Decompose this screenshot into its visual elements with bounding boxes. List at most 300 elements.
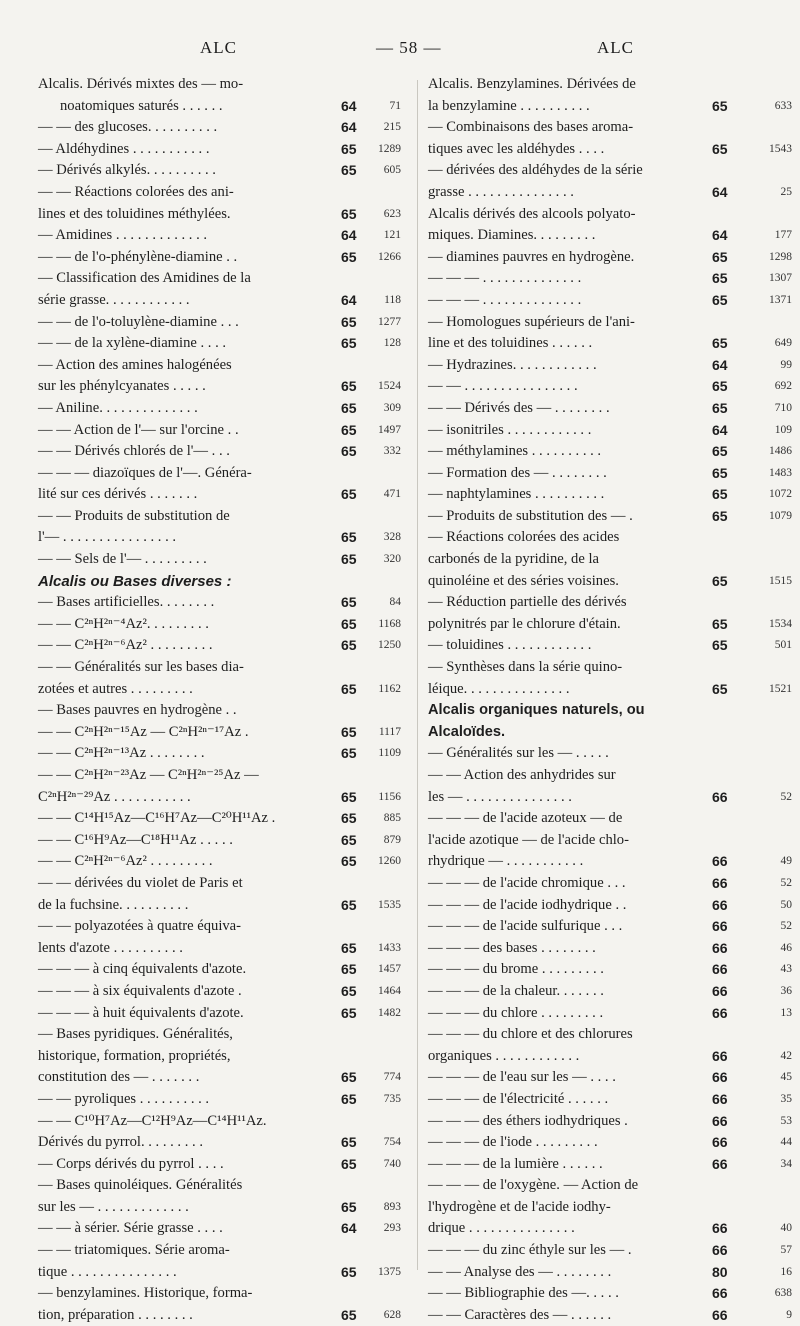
index-entry	[428, 981, 796, 1003]
entry-text: — — — diazoïques de l'—. Généra-	[38, 464, 252, 481]
entry-volume: 65	[341, 961, 357, 978]
entry-volume: 66	[712, 1134, 728, 1151]
entry-page: 118	[384, 293, 401, 306]
entry-text: — — C¹⁶H⁹Az—C¹⁸H¹¹Az . . . . .	[38, 831, 233, 848]
page-number: — 58 —	[376, 38, 442, 57]
entry-page: 49	[780, 855, 792, 868]
index-entry	[428, 895, 796, 917]
entry-page: 332	[383, 445, 401, 458]
index-entry	[428, 1089, 796, 1111]
entry-volume: 64	[712, 421, 728, 438]
entry-volume: 65	[712, 291, 728, 308]
index-entry	[38, 981, 405, 1003]
entry-text: Alcaloïdes.	[428, 723, 506, 740]
entry-text: de la fuchsine. . . . . . . . . .	[38, 896, 189, 913]
index-entry	[38, 787, 405, 809]
entry-volume: 65	[341, 637, 357, 654]
index-entry	[38, 1305, 405, 1326]
index-entry	[38, 1046, 405, 1068]
index-entry	[38, 1067, 405, 1089]
entry-volume: 65	[712, 335, 728, 352]
entry-text: polynitrés par le chlorure d'étain.	[428, 615, 621, 632]
index-entry	[428, 787, 796, 809]
entry-volume: 66	[712, 961, 728, 978]
entry-volume: 66	[712, 1285, 728, 1302]
entry-volume: 65	[712, 486, 728, 503]
entry-text: — — Sels de l'— . . . . . . . . .	[38, 551, 207, 568]
entry-text: Alcalis ou Bases diverses :	[38, 572, 232, 590]
entry-volume: 64	[341, 291, 357, 308]
index-entry	[428, 441, 796, 463]
index-entry	[38, 247, 405, 269]
index-entry	[428, 1283, 796, 1305]
entry-text: — Généralités sur les — . . . . .	[428, 745, 609, 762]
index-entry	[38, 916, 405, 938]
entry-page: 84	[389, 596, 401, 609]
entry-page: 52	[780, 920, 792, 933]
entry-text: — — de la xylène-diamine . . . .	[38, 335, 227, 352]
entry-volume: 65	[341, 551, 357, 568]
entry-text: — — Dérivés des — . . . . . . . .	[428, 399, 610, 416]
index-entry	[38, 614, 405, 636]
entry-page: 177	[774, 229, 792, 242]
entry-text: l'— . . . . . . . . . . . . . . . .	[38, 529, 177, 546]
entry-volume: 66	[712, 1155, 728, 1172]
entry-volume: 65	[712, 97, 728, 114]
entry-page: 1162	[378, 682, 401, 695]
entry-text: — Aniline. . . . . . . . . . . . . .	[38, 399, 198, 416]
entry-text: — Synthèses dans la série quino-	[428, 659, 623, 676]
entry-text: — Dérivés alkylés. . . . . . . . . .	[38, 162, 216, 179]
entry-page: 879	[383, 833, 401, 846]
index-entry	[428, 830, 796, 852]
entry-volume: 65	[341, 443, 357, 460]
entry-volume: 65	[341, 1090, 357, 1107]
entry-page: 1543	[769, 142, 792, 155]
entry-volume: 65	[341, 378, 357, 395]
entry-text: — — Analyse des — . . . . . . . .	[428, 1263, 612, 1280]
entry-text: — méthylamines . . . . . . . . . .	[428, 443, 602, 460]
entry-text: — — — de la chaleur. . . . . . .	[428, 982, 604, 999]
entry-text: — — — de l'oxygène. — Action de	[428, 1177, 639, 1194]
index-entry	[38, 96, 405, 118]
entry-volume: 66	[712, 874, 728, 891]
entry-text: — — des glucoses. . . . . . . . . .	[38, 119, 218, 136]
index-entry	[38, 722, 405, 744]
entry-volume: 64	[341, 1220, 357, 1237]
index-entry	[38, 657, 405, 679]
index-entry	[428, 1305, 796, 1326]
entry-page: 1433	[378, 941, 401, 954]
index-entry	[38, 1197, 405, 1219]
entry-text: les — . . . . . . . . . . . . . . .	[428, 788, 572, 805]
entry-text: — — — . . . . . . . . . . . . . .	[428, 291, 582, 308]
index-entry	[428, 635, 796, 657]
entry-page: 885	[383, 812, 401, 825]
entry-volume: 65	[341, 1306, 357, 1323]
entry-text: — Hydrazines. . . . . . . . . . . .	[428, 356, 597, 373]
index-entry	[38, 700, 405, 722]
index-entry	[38, 1132, 405, 1154]
index-entry	[38, 1003, 405, 1025]
index-entry	[428, 851, 796, 873]
entry-text: — — — . . . . . . . . . . . . . .	[428, 270, 582, 287]
entry-page: 215	[383, 121, 401, 134]
entry-text: Dérivés du pyrrol. . . . . . . . .	[38, 1134, 203, 1151]
entry-page: 1266	[378, 250, 401, 263]
entry-text: Alcalis dérivés des alcools polyato-	[428, 205, 636, 222]
entry-text: — — dérivées du violet de Paris et	[38, 874, 243, 891]
entry-volume: 66	[712, 1047, 728, 1064]
entry-volume: 66	[712, 788, 728, 805]
entry-volume: 65	[341, 162, 357, 179]
index-entry	[38, 1154, 405, 1176]
entry-page: 605	[383, 164, 401, 177]
entry-volume: 65	[712, 140, 728, 157]
index-entry	[38, 895, 405, 917]
entry-volume: 65	[341, 421, 357, 438]
entry-volume: 65	[712, 572, 728, 589]
entry-volume: 65	[341, 1198, 357, 1215]
entry-volume: 66	[712, 1069, 728, 1086]
entry-page: 40	[780, 1222, 792, 1235]
entry-volume: 65	[341, 313, 357, 330]
entry-text: tique . . . . . . . . . . . . . . .	[38, 1263, 177, 1280]
entry-text: — — — de l'acide azoteux — de	[428, 810, 623, 827]
entry-text: — — — à six équivalents d'azote .	[38, 982, 242, 999]
entry-page: 774	[383, 1071, 401, 1084]
entry-text: tiques avec les aldéhydes . . . .	[428, 140, 605, 157]
entry-text: l'acide azotique — de l'acide chlo-	[428, 831, 629, 848]
entry-volume: 65	[341, 853, 357, 870]
index-entry	[428, 182, 796, 204]
entry-text: — Bases pyridiques. Généralités,	[38, 1026, 233, 1043]
entry-volume: 66	[712, 1090, 728, 1107]
entry-text: — — — de l'iode . . . . . . . . .	[428, 1134, 598, 1151]
entry-text: — toluidines . . . . . . . . . . . .	[428, 637, 592, 654]
entry-volume: 66	[712, 982, 728, 999]
index-entry	[428, 1154, 796, 1176]
index-entry	[38, 1218, 405, 1240]
index-entry	[38, 765, 405, 787]
entry-page: 13	[780, 1006, 792, 1019]
entry-volume: 66	[712, 1220, 728, 1237]
index-entry	[428, 527, 796, 549]
entry-page: 99	[780, 358, 792, 371]
entry-page: 1109	[378, 747, 401, 760]
entry-page: 50	[780, 898, 792, 911]
entry-volume: 65	[341, 939, 357, 956]
entry-text: tion, préparation . . . . . . . .	[38, 1306, 193, 1323]
entry-text: lité sur ces dérivés . . . . . . .	[38, 486, 198, 503]
index-entry	[38, 139, 405, 161]
index-entry	[38, 1111, 405, 1133]
entry-text: — — C²ⁿH²ⁿ⁻⁴Az². . . . . . . . .	[38, 615, 209, 632]
entry-text: — — Généralités sur les bases dia-	[38, 659, 244, 676]
index-entry	[428, 117, 796, 139]
entry-volume: 65	[341, 1004, 357, 1021]
entry-page: 638	[774, 1287, 792, 1300]
entry-page: 25	[780, 185, 792, 198]
index-entry	[428, 938, 796, 960]
entry-text: — dérivées des aldéhydes de la série	[428, 162, 643, 179]
entry-text: miques. Diamines. . . . . . . . .	[428, 227, 596, 244]
index-entry	[38, 312, 405, 334]
entry-volume: 65	[341, 615, 357, 632]
entry-text: — — pyroliques . . . . . . . . . .	[38, 1090, 210, 1107]
entry-volume: 65	[712, 248, 728, 265]
entry-text: line et des toluidines . . . . . .	[428, 335, 593, 352]
entry-volume: 66	[712, 1004, 728, 1021]
header-right-keyword: ALC	[597, 38, 634, 57]
entry-volume: 65	[341, 1134, 357, 1151]
index-entry	[38, 830, 405, 852]
entry-text: — — Action de l'— sur l'orcine . .	[38, 421, 239, 438]
entry-text: Alcalis. Benzylamines. Dérivées de	[428, 76, 636, 92]
index-entry	[38, 420, 405, 442]
entry-volume: 65	[341, 745, 357, 762]
header-left-keyword: ALC	[200, 38, 237, 57]
index-entry	[38, 160, 405, 182]
entry-page: 628	[383, 1308, 401, 1321]
index-entry	[38, 376, 405, 398]
entry-volume: 65	[341, 529, 357, 546]
entry-text: — Bases pauvres en hydrogène . .	[38, 702, 237, 719]
index-entry	[38, 182, 405, 204]
entry-volume: 65	[712, 507, 728, 524]
index-entry	[428, 592, 796, 614]
entry-page: 52	[780, 790, 792, 803]
entry-page: 1524	[378, 380, 401, 393]
index-entry	[428, 420, 796, 442]
entry-page: 328	[383, 531, 401, 544]
entry-volume: 66	[712, 1306, 728, 1323]
entry-text: lines et des toluidines méthylées.	[38, 205, 231, 222]
entry-text: constitution des — . . . . . . .	[38, 1069, 200, 1086]
entry-page: 1298	[769, 250, 792, 263]
index-entry	[38, 571, 405, 593]
entry-text: historique, formation, propriétés,	[38, 1047, 231, 1064]
index-entry	[38, 74, 405, 96]
entry-text: C²ⁿH²ⁿ⁻²⁹Az . . . . . . . . . . .	[38, 788, 191, 805]
entry-text: lents d'azote . . . . . . . . . .	[38, 939, 183, 956]
entry-text: — — Dérivés chlorés de l'— . . .	[38, 443, 230, 460]
entry-text: noatomiques saturés . . . . . .	[60, 97, 223, 114]
index-entry	[428, 1262, 796, 1284]
entry-text: — Amidines . . . . . . . . . . . . .	[38, 227, 208, 244]
entry-text: l'hydrogène et de l'acide iodhy-	[428, 1198, 611, 1215]
entry-text: — — C²ⁿH²ⁿ⁻¹⁵Az — C²ⁿH²ⁿ⁻¹⁷Az .	[38, 723, 249, 740]
entry-page: 128	[383, 337, 401, 350]
entry-page: 46	[780, 941, 792, 954]
left-column	[38, 74, 405, 1326]
entry-page: 293	[383, 1222, 401, 1235]
entry-page: 1497	[378, 423, 401, 436]
index-entry	[38, 549, 405, 571]
index-entry	[428, 1175, 796, 1197]
index-entry	[38, 225, 405, 247]
entry-text: — — — de l'électricité . . . . . .	[428, 1090, 609, 1107]
entry-page: 1156	[378, 790, 401, 803]
entry-page: 34	[780, 1157, 792, 1170]
index-entry	[428, 290, 796, 312]
entry-volume: 65	[341, 1263, 357, 1280]
index-entry	[428, 1067, 796, 1089]
entry-page: 740	[383, 1157, 401, 1170]
entry-page: 1371	[769, 293, 792, 306]
entry-page: 42	[780, 1049, 792, 1062]
entry-page: 1250	[378, 639, 401, 652]
index-entry	[38, 333, 405, 355]
entry-page: 1535	[378, 898, 401, 911]
entry-text: sur les — . . . . . . . . . . . . .	[38, 1198, 189, 1215]
entry-volume: 65	[712, 399, 728, 416]
index-entry	[428, 160, 796, 182]
entry-page: 649	[774, 337, 792, 350]
entry-volume: 65	[341, 335, 357, 352]
entry-page: 471	[383, 488, 401, 501]
entry-text: — — — des bases . . . . . . . .	[428, 939, 596, 956]
index-entry	[38, 204, 405, 226]
index-entry	[428, 1024, 796, 1046]
entry-page: 1277	[378, 315, 401, 328]
index-entry	[428, 376, 796, 398]
index-entry	[428, 1218, 796, 1240]
entry-text: — — . . . . . . . . . . . . . . . .	[428, 378, 578, 395]
entry-volume: 65	[341, 896, 357, 913]
entry-text: — Formation des — . . . . . . . .	[428, 464, 607, 481]
index-entry	[428, 1046, 796, 1068]
entry-volume: 80	[712, 1263, 728, 1280]
index-entry	[38, 398, 405, 420]
entry-text: — — — du chlore . . . . . . . . .	[428, 1004, 604, 1021]
index-entry	[428, 1240, 796, 1262]
entry-volume: 65	[712, 464, 728, 481]
index-entry	[428, 506, 796, 528]
entry-page: 1260	[378, 855, 401, 868]
entry-text: — Bases quinoléiques. Généralités	[38, 1177, 243, 1194]
entry-text: léique. . . . . . . . . . . . . . .	[428, 680, 570, 697]
entry-text: — — — du chlore et des chlorures	[428, 1026, 633, 1043]
entry-page: 1464	[378, 984, 401, 997]
entry-text: — Combinaisons des bases aroma-	[428, 119, 634, 136]
entry-volume: 65	[341, 594, 357, 611]
entry-text: — — — de l'acide chromique . . .	[428, 874, 626, 891]
entry-text: — Corps dérivés du pyrrol . . . .	[38, 1155, 224, 1172]
entry-text: Alcalis organiques naturels, ou	[428, 702, 645, 719]
entry-text: — — de l'o-toluylène-diamine . . .	[38, 313, 239, 330]
index-entry	[38, 441, 405, 463]
index-entry	[38, 355, 405, 377]
index-entry	[38, 679, 405, 701]
entry-text: — — — du zinc éthyle sur les — .	[428, 1242, 632, 1259]
entry-volume: 65	[341, 248, 357, 265]
entry-text: quinoléine et des séries voisines.	[428, 572, 619, 589]
entry-volume: 64	[712, 183, 728, 200]
entry-text: — — Caractères des — . . . . . .	[428, 1306, 612, 1323]
entry-text: — — — de l'eau sur les — . . . .	[428, 1069, 616, 1086]
entry-text: — — C²ⁿH²ⁿ⁻¹³Az . . . . . . . .	[38, 745, 205, 762]
index-entry	[38, 527, 405, 549]
entry-text: — — polyazotées à quatre équiva-	[38, 918, 242, 935]
index-entry	[38, 1240, 405, 1262]
index-entry	[428, 1111, 796, 1133]
entry-text: — — C²ⁿH²ⁿ⁻⁶Az² . . . . . . . . .	[38, 637, 213, 654]
index-entry	[38, 484, 405, 506]
entry-page: 754	[383, 1136, 401, 1149]
entry-text: — — — du brome . . . . . . . . .	[428, 961, 604, 978]
entry-page: 1521	[769, 682, 792, 695]
index-entry	[428, 74, 796, 96]
entry-text: — — — des éthers iodhydriques .	[428, 1112, 628, 1129]
index-entry	[38, 1175, 405, 1197]
entry-text: — Réactions colorées des acides	[428, 529, 620, 546]
entry-volume: 65	[341, 831, 357, 848]
index-entry	[428, 765, 796, 787]
entry-page: 57	[780, 1244, 792, 1257]
entry-volume: 64	[341, 97, 357, 114]
index-entry	[38, 635, 405, 657]
entry-page: 36	[780, 984, 792, 997]
entry-page: 109	[774, 423, 792, 436]
entry-volume: 65	[341, 399, 357, 416]
entry-text: — diamines pauvres en hydrogène.	[428, 248, 635, 265]
entry-text: — — — de l'acide sulfurique . . .	[428, 918, 623, 935]
entry-volume: 65	[712, 615, 728, 632]
entry-volume: 65	[712, 270, 728, 287]
index-entry	[428, 549, 796, 571]
entry-text: — — C¹⁴H¹⁵Az—C¹⁶H⁷Az—C²⁰H¹¹Az .	[38, 810, 276, 827]
index-entry	[38, 851, 405, 873]
index-entry	[428, 959, 796, 981]
entry-page: 1534	[769, 617, 792, 630]
entry-text: — Aldéhydines . . . . . . . . . . .	[38, 140, 210, 157]
index-entry	[428, 463, 796, 485]
index-entry	[428, 268, 796, 290]
entry-text: sur les phénylcyanates . . . . .	[38, 378, 206, 395]
entry-text: drique . . . . . . . . . . . . . . .	[428, 1220, 575, 1237]
entry-page: 35	[780, 1092, 792, 1105]
index-entry	[38, 290, 405, 312]
entry-text: — naphtylamines . . . . . . . . . .	[428, 486, 605, 503]
entry-text: — Homologues supérieurs de l'ani-	[428, 313, 635, 330]
index-entry	[428, 1197, 796, 1219]
entry-page: 633	[774, 99, 792, 112]
entry-page: 9	[786, 1308, 792, 1321]
entry-text: — isonitriles . . . . . . . . . . . .	[428, 421, 592, 438]
index-entry	[428, 247, 796, 269]
entry-volume: 65	[712, 378, 728, 395]
entry-text: — Bases artificielles. . . . . . . .	[38, 594, 215, 611]
entry-text: — — Produits de substitution de	[38, 507, 230, 524]
index-entry	[38, 1024, 405, 1046]
index-entry	[428, 96, 796, 118]
index-entry	[38, 506, 405, 528]
entry-page: 71	[389, 99, 401, 112]
entry-page: 1483	[769, 466, 792, 479]
entry-volume: 66	[712, 1242, 728, 1259]
entry-volume: 65	[341, 140, 357, 157]
entry-text: — — — à cinq équivalents d'azote.	[38, 961, 247, 978]
index-entry	[428, 333, 796, 355]
entry-volume: 65	[341, 205, 357, 222]
entry-page: 16	[780, 1265, 792, 1278]
entry-page: 893	[383, 1200, 401, 1213]
entry-volume: 65	[341, 1155, 357, 1172]
entry-text: grasse . . . . . . . . . . . . . . .	[428, 183, 574, 200]
index-entry	[38, 117, 405, 139]
index-entry	[38, 959, 405, 981]
